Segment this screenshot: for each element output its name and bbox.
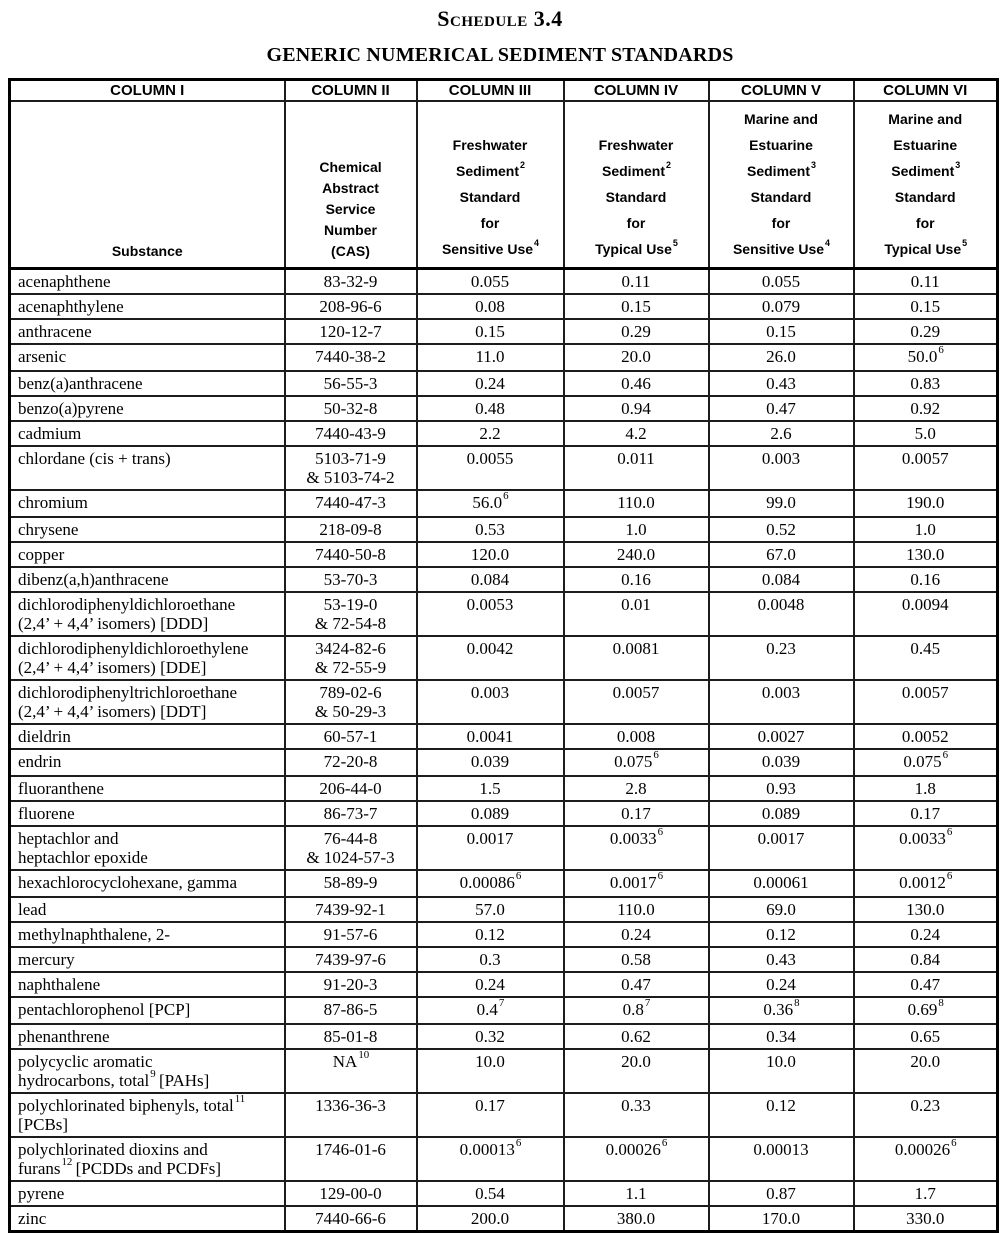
substance-cell: arsenic — [10, 344, 285, 371]
subheader-line: Estuarine — [893, 137, 958, 153]
footnote-ref: 6 — [951, 1137, 957, 1150]
value-cell-col3: 0.0017 — [417, 826, 564, 870]
value-cell-col4: 0.0017$^6$ — [564, 870, 709, 897]
cas-cell: 789-02-6 & 50-29-3 — [285, 680, 417, 724]
table-row — [10, 1049, 998, 1093]
value-cell-col6: 0.92 — [854, 396, 998, 421]
substance-cell: anthracene — [10, 319, 285, 344]
subheader-line: Sediment$^3$ — [747, 160, 816, 179]
subheader-line: for — [771, 215, 791, 231]
value-cell-col5: 0.055 — [709, 269, 854, 295]
table-row — [10, 567, 998, 592]
footnote-ref: 6 — [653, 749, 659, 762]
table-row — [10, 1093, 998, 1137]
table-row — [10, 947, 998, 972]
value-cell-col3: 120.0 — [417, 542, 564, 567]
subheader-line: Typical Use$^5$ — [595, 238, 678, 257]
value-cell-col4: 0.008 — [564, 724, 709, 749]
subheader-line: Standard — [750, 189, 812, 205]
value-cell-col6: 0.47 — [854, 972, 998, 997]
cas-cell: 56-55-3 — [285, 371, 417, 396]
subheader-line: Marine and — [888, 111, 963, 127]
subheader-line: Substance — [111, 243, 183, 259]
sediment-standards-table — [8, 78, 999, 1233]
footnote-ref: 11 — [234, 1093, 246, 1106]
value-cell-col6: 0.0094 — [854, 592, 998, 636]
value-cell-col3: 0.039 — [417, 749, 564, 776]
cas-cell: 7440-66-6 — [285, 1206, 417, 1232]
value-cell-col5: 0.87 — [709, 1181, 854, 1206]
column-label-2: COLUMN II — [285, 80, 417, 102]
subheader-line: for — [915, 215, 935, 231]
substance-cell: heptachlor and heptachlor epoxide — [10, 826, 285, 870]
value-cell-col5: 0.0048 — [709, 592, 854, 636]
table-row — [10, 897, 998, 922]
table-row — [10, 724, 998, 749]
value-cell-col5: 0.52 — [709, 517, 854, 542]
cas-cell: 3424-82-6 & 72-55-9 — [285, 636, 417, 680]
table-row — [10, 319, 998, 344]
value-cell-col6: 5.0 — [854, 421, 998, 446]
column-subheader-5 — [709, 101, 854, 269]
value-cell-col4: 110.0 — [564, 490, 709, 517]
value-cell-col5: 26.0 — [709, 344, 854, 371]
footnote-ref: 6 — [942, 749, 949, 762]
table-row — [10, 680, 998, 724]
cas-cell: 7439-92-1 — [285, 897, 417, 922]
value-cell-col5: 0.084 — [709, 567, 854, 592]
substance-cell: pentachlorophenol [PCP] — [10, 997, 285, 1024]
value-cell-col3: 0.055 — [417, 269, 564, 295]
subheader-line: Estuarine — [749, 137, 813, 153]
value-cell-col3: $0.4^7$ — [417, 997, 564, 1024]
value-cell-col3: 0.089 — [417, 801, 564, 826]
footnote-ref: 4 — [534, 238, 540, 249]
value-cell-col6: 0.24 — [854, 922, 998, 947]
value-cell-col4: 2.8 — [564, 776, 709, 801]
footnote-ref: 12 — [61, 1156, 73, 1169]
substance-cell: cadmium — [10, 421, 285, 446]
value-cell-col3: 0.32 — [417, 1024, 564, 1049]
value-cell-col4: 0.075$^6$ — [564, 749, 709, 776]
substance-cell: fluoranthene — [10, 776, 285, 801]
table-row — [10, 517, 998, 542]
value-cell-col5: 0.24 — [709, 972, 854, 997]
page-title: Schedule 3.4 — [437, 6, 563, 31]
value-cell-col6: 0.0012$^6$ — [854, 870, 998, 897]
value-cell-col5: 0.12 — [709, 922, 854, 947]
subheader-line: Chemical — [319, 159, 382, 175]
cas-cell: 83-32-9 — [285, 269, 417, 295]
value-cell-col3: 0.54 — [417, 1181, 564, 1206]
value-cell-col5: 0.34 — [709, 1024, 854, 1049]
value-cell-col3: 0.0042 — [417, 636, 564, 680]
value-cell-col4: 0.01 — [564, 592, 709, 636]
table-row — [10, 826, 998, 870]
substance-cell: chromium — [10, 490, 285, 517]
value-cell-col4: 0.0081 — [564, 636, 709, 680]
cas-cell: 5103-71-9 & 5103-74-2 — [285, 446, 417, 490]
column-label-1: COLUMN I — [10, 80, 285, 102]
value-cell-col6: 0.23 — [854, 1093, 998, 1137]
table-row — [10, 749, 998, 776]
value-cell-col5: 0.43 — [709, 371, 854, 396]
value-cell-col5: 0.23 — [709, 636, 854, 680]
cas-cell: 7440-38-2 — [285, 344, 417, 371]
value-cell-col4: 240.0 — [564, 542, 709, 567]
value-cell-col3: 0.53 — [417, 517, 564, 542]
substance-cell: hexachlorocyclohexane, gamma — [10, 870, 285, 897]
footnote-ref: 6 — [946, 826, 953, 839]
value-cell-col3: 0.24 — [417, 972, 564, 997]
table-row — [10, 1137, 998, 1181]
value-cell-col3: 200.0 — [417, 1206, 564, 1232]
value-cell-col3: 1.5 — [417, 776, 564, 801]
value-cell-col5: 0.003 — [709, 446, 854, 490]
cas-cell: 58-89-9 — [285, 870, 417, 897]
value-cell-col6: 50.0$^6$ — [854, 344, 998, 371]
subheader-line: Standard — [605, 189, 667, 205]
value-cell-col3: 0.00013$^6$ — [417, 1137, 564, 1181]
value-cell-col6: 0.83 — [854, 371, 998, 396]
table-row — [10, 592, 998, 636]
substance-cell: benz(a)anthracene — [10, 371, 285, 396]
value-cell-col5: 0.43 — [709, 947, 854, 972]
column-subheader-row — [10, 101, 998, 269]
value-cell-col4: 0.0057 — [564, 680, 709, 724]
value-cell-col3: 0.08 — [417, 294, 564, 319]
subheader-line: Standard — [894, 189, 956, 205]
value-cell-col3: 10.0 — [417, 1049, 564, 1093]
footnote-ref: 6 — [657, 826, 664, 839]
substance-cell: chlordane (cis + trans) — [10, 446, 285, 490]
cas-cell: 87-86-5 — [285, 997, 417, 1024]
cas-cell: 7440-43-9 — [285, 421, 417, 446]
subheader-line: for — [626, 215, 646, 231]
value-cell-col4: 4.2 — [564, 421, 709, 446]
value-cell-col6: 0.45 — [854, 636, 998, 680]
value-cell-col6: 0.29 — [854, 319, 998, 344]
subheader-line: Sensitive Use$^4$ — [441, 238, 540, 257]
value-cell-col4: 0.16 — [564, 567, 709, 592]
value-cell-col4: 0.46 — [564, 371, 709, 396]
value-cell-col3: 0.0055 — [417, 446, 564, 490]
cas-cell: 76-44-8 & 1024-57-3 — [285, 826, 417, 870]
value-cell-col6: 0.16 — [854, 567, 998, 592]
column-subheader-2 — [285, 101, 417, 269]
subheader-line: Sediment$^2$ — [602, 160, 671, 179]
value-cell-col5: 0.12 — [709, 1093, 854, 1137]
value-cell-col3: 0.084 — [417, 567, 564, 592]
footnote-ref: 6 — [657, 870, 664, 883]
substance-cell: polycyclic aromatic hydrocarbons, total$^9$ [PAHs] — [10, 1049, 285, 1093]
value-cell-col5: 2.6 — [709, 421, 854, 446]
value-cell-col3: 11.0 — [417, 344, 564, 371]
value-cell-col5: 0.0017 — [709, 826, 854, 870]
table-row — [10, 1024, 998, 1049]
footnote-ref: 7 — [498, 997, 505, 1010]
table-row — [10, 922, 998, 947]
value-cell-col6: 130.0 — [854, 542, 998, 567]
subheader-line: Service — [325, 201, 376, 217]
substance-cell: polychlorinated biphenyls, total$^{11}$ [PCBs] — [10, 1093, 285, 1137]
cas-cell: 53-70-3 — [285, 567, 417, 592]
value-cell-col6: 0.00026$^6$ — [854, 1137, 998, 1181]
substance-cell: endrin — [10, 749, 285, 776]
value-cell-col6: 1.8 — [854, 776, 998, 801]
value-cell-col4: 20.0 — [564, 344, 709, 371]
value-cell-col4: 380.0 — [564, 1206, 709, 1232]
value-cell-col5: 69.0 — [709, 897, 854, 922]
value-cell-col5: 0.00013 — [709, 1137, 854, 1181]
document-page — [0, 6, 1000, 1233]
column-subheader-1 — [10, 101, 285, 269]
value-cell-col4: 0.33 — [564, 1093, 709, 1137]
value-cell-col4: 0.17 — [564, 801, 709, 826]
cas-cell: 91-57-6 — [285, 922, 417, 947]
footnote-ref: 5 — [962, 238, 968, 249]
value-cell-col3: 0.12 — [417, 922, 564, 947]
substance-cell: dibenz(a,h)anthracene — [10, 567, 285, 592]
subheader-line: Standard — [459, 189, 521, 205]
column-subheader-3 — [417, 101, 564, 269]
subheader-line: Sensitive Use$^4$ — [732, 238, 831, 257]
value-cell-col5: 0.47 — [709, 396, 854, 421]
column-label-3: COLUMN III — [417, 80, 564, 102]
value-cell-col4: 0.58 — [564, 947, 709, 972]
subheader-line: Number — [324, 222, 377, 238]
value-cell-col4: 0.24 — [564, 922, 709, 947]
subheader-line: (CAS) — [331, 243, 370, 259]
footnote-ref: 8 — [794, 997, 800, 1010]
footnote-ref: 10 — [358, 1049, 370, 1062]
substance-cell: pyrene — [10, 1181, 285, 1206]
cas-cell: 53-19-0 & 72-54-8 — [285, 592, 417, 636]
footnote-ref: 8 — [938, 997, 944, 1010]
cas-cell: 206-44-0 — [285, 776, 417, 801]
value-cell-col5: 0.003 — [709, 680, 854, 724]
footnote-ref: 5 — [672, 238, 678, 249]
value-cell-col6: 0.0057 — [854, 446, 998, 490]
substance-cell: benzo(a)pyrene — [10, 396, 285, 421]
value-cell-col3: 0.00086$^6$ — [417, 870, 564, 897]
value-cell-col4: 0.62 — [564, 1024, 709, 1049]
value-cell-col5: 10.0 — [709, 1049, 854, 1093]
table-row — [10, 269, 998, 295]
table-row — [10, 972, 998, 997]
table-body — [10, 269, 998, 1232]
value-cell-col3: 0.24 — [417, 371, 564, 396]
value-cell-col3: 0.48 — [417, 396, 564, 421]
column-subheader-4 — [564, 101, 709, 269]
cas-cell: 7439-97-6 — [285, 947, 417, 972]
table-row — [10, 801, 998, 826]
table-row — [10, 997, 998, 1024]
substance-cell: fluorene — [10, 801, 285, 826]
value-cell-col5: 0.00061 — [709, 870, 854, 897]
table-header — [10, 80, 998, 269]
substance-cell: dieldrin — [10, 724, 285, 749]
cas-cell: NA$^{10}$ — [285, 1049, 417, 1093]
table-row — [10, 294, 998, 319]
footnote-ref: 6 — [938, 344, 944, 357]
substance-cell: zinc — [10, 1206, 285, 1232]
cas-cell: 86-73-7 — [285, 801, 417, 826]
footnote-ref: 3 — [811, 160, 816, 171]
value-cell-col5: 0.15 — [709, 319, 854, 344]
column-label-6: COLUMN VI — [854, 80, 998, 102]
value-cell-col4: 0.00026$^6$ — [564, 1137, 709, 1181]
value-cell-col5: 170.0 — [709, 1206, 854, 1232]
value-cell-col4: 0.47 — [564, 972, 709, 997]
table-row — [10, 870, 998, 897]
footnote-ref: 9 — [150, 1068, 156, 1081]
value-cell-col6: 20.0 — [854, 1049, 998, 1093]
column-label-5: COLUMN V — [709, 80, 854, 102]
footnote-ref: 6 — [503, 490, 509, 503]
cas-cell: 72-20-8 — [285, 749, 417, 776]
substance-cell: dichlorodiphenyldichloroethane (2,4’ + 4,4’ isomers) [DDD] — [10, 592, 285, 636]
value-cell-col5: 67.0 — [709, 542, 854, 567]
value-cell-col4: 0.11 — [564, 269, 709, 295]
substance-cell: dichlorodiphenyldichloroethylene (2,4’ + 4,4’ isomers) [DDE] — [10, 636, 285, 680]
value-cell-col6: 190.0 — [854, 490, 998, 517]
subheader-line: Freshwater — [452, 137, 528, 153]
value-cell-col6: 0.0033$^6$ — [854, 826, 998, 870]
value-cell-col3: 0.003 — [417, 680, 564, 724]
table-row — [10, 776, 998, 801]
cas-cell: 1746-01-6 — [285, 1137, 417, 1181]
value-cell-col6: 0.65 — [854, 1024, 998, 1049]
value-cell-col6: 0.17 — [854, 801, 998, 826]
substance-cell: mercury — [10, 947, 285, 972]
table-row — [10, 446, 998, 490]
value-cell-col3: 0.3 — [417, 947, 564, 972]
cas-cell: 60-57-1 — [285, 724, 417, 749]
value-cell-col6: 0.0057 — [854, 680, 998, 724]
substance-cell: polychlorinated dioxins and furans$^{12}$ [PCDDs and PCDFs] — [10, 1137, 285, 1181]
value-cell-col5: 0.089 — [709, 801, 854, 826]
value-cell-col4: 0.15 — [564, 294, 709, 319]
cas-cell: 7440-50-8 — [285, 542, 417, 567]
value-cell-col6: 0.15 — [854, 294, 998, 319]
value-cell-col5: 0.93 — [709, 776, 854, 801]
footnote-ref: 4 — [825, 238, 831, 249]
value-cell-col6: 1.0 — [854, 517, 998, 542]
subheader-line: Sediment$^2$ — [456, 160, 525, 179]
value-cell-col4: 110.0 — [564, 897, 709, 922]
footnote-ref: 2 — [520, 160, 525, 171]
substance-cell: dichlorodiphenyltrichloroethane (2,4’ + 4,4’ isomers) [DDT] — [10, 680, 285, 724]
value-cell-col5: 99.0 — [709, 490, 854, 517]
subheader-line: for — [480, 215, 500, 231]
value-cell-col4: 1.0 — [564, 517, 709, 542]
value-cell-col6: 0.11 — [854, 269, 998, 295]
value-cell-col6: 0.0052 — [854, 724, 998, 749]
value-cell-col3: 0.15 — [417, 319, 564, 344]
value-cell-col6: 0.84 — [854, 947, 998, 972]
subheader-line: Typical Use$^5$ — [884, 238, 968, 257]
value-cell-col4: 1.1 — [564, 1181, 709, 1206]
value-cell-col5: 0.36$^8$ — [709, 997, 854, 1024]
footnote-ref: 2 — [666, 160, 671, 171]
substance-cell: acenaphthene — [10, 269, 285, 295]
column-subheader-6 — [854, 101, 998, 269]
value-cell-col3: 56.0$^6$ — [417, 490, 564, 517]
substance-cell: lead — [10, 897, 285, 922]
table-row — [10, 371, 998, 396]
substance-cell: chrysene — [10, 517, 285, 542]
cas-cell: 208-96-6 — [285, 294, 417, 319]
cas-cell: 91-20-3 — [285, 972, 417, 997]
table-row — [10, 490, 998, 517]
value-cell-col6: 330.0 — [854, 1206, 998, 1232]
value-cell-col6: 0.075$^6$ — [854, 749, 998, 776]
table-row — [10, 1206, 998, 1232]
value-cell-col4: $0.8^7$ — [564, 997, 709, 1024]
footnote-ref: 6 — [515, 870, 522, 883]
value-cell-col5: 0.079 — [709, 294, 854, 319]
cas-cell: 50-32-8 — [285, 396, 417, 421]
column-label-4: COLUMN IV — [564, 80, 709, 102]
value-cell-col4: 20.0 — [564, 1049, 709, 1093]
substance-cell: naphthalene — [10, 972, 285, 997]
table-row — [10, 344, 998, 371]
subheader-line: Abstract — [322, 180, 379, 196]
value-cell-col3: 57.0 — [417, 897, 564, 922]
page-subtitle: GENERIC NUMERICAL SEDIMENT STANDARDS — [266, 44, 734, 66]
substance-cell: copper — [10, 542, 285, 567]
footnote-ref: 3 — [955, 160, 961, 171]
table-row — [10, 421, 998, 446]
subheader-line: Freshwater — [598, 137, 674, 153]
value-cell-col4: 0.0033$^6$ — [564, 826, 709, 870]
cas-cell: 7440-47-3 — [285, 490, 417, 517]
substance-cell: phenanthrene — [10, 1024, 285, 1049]
value-cell-col6: 0.69$^8$ — [854, 997, 998, 1024]
value-cell-col4: 0.29 — [564, 319, 709, 344]
value-cell-col5: 0.039 — [709, 749, 854, 776]
value-cell-col4: 0.94 — [564, 396, 709, 421]
value-cell-col3: 0.17 — [417, 1093, 564, 1137]
cas-cell: 85-01-8 — [285, 1024, 417, 1049]
footnote-ref: 6 — [661, 1137, 668, 1150]
value-cell-col6: 130.0 — [854, 897, 998, 922]
footnote-ref: 6 — [515, 1137, 522, 1150]
cas-cell: 129-00-0 — [285, 1181, 417, 1206]
value-cell-col4: 0.011 — [564, 446, 709, 490]
substance-cell: acenaphthylene — [10, 294, 285, 319]
table-row — [10, 636, 998, 680]
substance-cell: methylnaphthalene, 2- — [10, 922, 285, 947]
value-cell-col3: 2.2 — [417, 421, 564, 446]
table-row — [10, 542, 998, 567]
cas-cell: 218-09-8 — [285, 517, 417, 542]
value-cell-col3: 0.0041 — [417, 724, 564, 749]
value-cell-col5: 0.0027 — [709, 724, 854, 749]
subheader-line: Sediment$^3$ — [891, 160, 961, 179]
table-row — [10, 396, 998, 421]
footnote-ref: 6 — [946, 870, 953, 883]
column-label-row — [10, 80, 998, 102]
cas-cell: 120-12-7 — [285, 319, 417, 344]
value-cell-col6: 1.7 — [854, 1181, 998, 1206]
footnote-ref: 7 — [644, 997, 651, 1010]
subheader-line: Marine and — [744, 111, 818, 127]
cas-cell: 1336-36-3 — [285, 1093, 417, 1137]
value-cell-col3: 0.0053 — [417, 592, 564, 636]
